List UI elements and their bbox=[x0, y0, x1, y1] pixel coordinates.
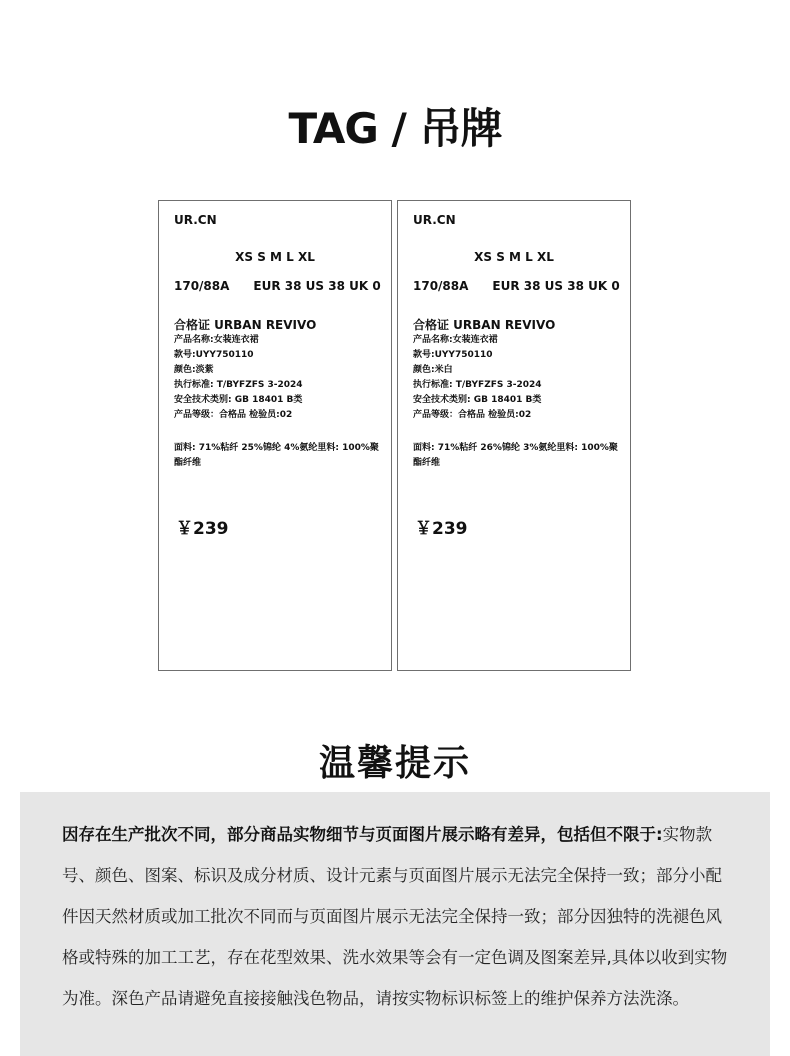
tag-certificate: 合格证 URBAN REVIVO bbox=[174, 318, 317, 332]
tag-style-number: 款号:UYY750110 bbox=[174, 350, 254, 360]
tag-certificate: 合格证 URBAN REVIVO bbox=[413, 318, 556, 332]
notice-box bbox=[20, 792, 770, 1056]
tag-brand: UR.CN bbox=[174, 213, 217, 227]
tag-sizes: XS S M L XL bbox=[474, 250, 554, 264]
tag-grade: 产品等级：合格品 检验员:02 bbox=[174, 410, 293, 420]
tag-intl-sizes: EUR 38 US 38 UK 0 bbox=[253, 279, 381, 293]
tag-price: ￥239 bbox=[176, 519, 229, 539]
tag-details bbox=[174, 333, 303, 423]
tag-grade: 产品等级：合格品 检验员:02 bbox=[413, 410, 532, 420]
page-title: TAG / 吊牌 bbox=[288, 104, 502, 153]
tag-card-lavender bbox=[158, 200, 392, 671]
tag-height-size: 170/88A bbox=[174, 279, 230, 293]
tag-sizes: XS S M L XL bbox=[235, 250, 315, 264]
tag-color: 颜色:淡紫 bbox=[174, 365, 214, 375]
notice-text bbox=[62, 814, 734, 1019]
tag-product-name: 产品名称:女装连衣裙 bbox=[174, 335, 259, 345]
tag-height-size: 170/88A bbox=[413, 279, 469, 293]
tag-spec bbox=[413, 279, 620, 293]
tag-card-ivory bbox=[397, 200, 631, 671]
tag-standard: 执行标准: T/BYFZFS 3-2024 bbox=[174, 380, 303, 390]
tag-safety-category: 安全技术类别: GB 18401 B类 bbox=[413, 395, 542, 405]
tag-intl-sizes: EUR 38 US 38 UK 0 bbox=[492, 279, 620, 293]
notice-title: 温馨提示 bbox=[318, 743, 471, 784]
tag-safety-category: 安全技术类别: GB 18401 B类 bbox=[174, 395, 303, 405]
tag-fabric: 面料: 71%粘纤 25%锦纶 4%氨纶里料: 100%聚酯纤维 bbox=[174, 443, 379, 468]
notice-lead: 因存在生产批次不同，部分商品实物细节与页面图片展示略有差异，包括但不限于: bbox=[62, 825, 663, 844]
tag-brand: UR.CN bbox=[413, 213, 456, 227]
tag-details bbox=[413, 333, 542, 423]
tag-fabric: 面料: 71%粘纤 26%锦纶 3%氨纶里料: 100%聚酯纤维 bbox=[413, 443, 618, 468]
tag-color: 颜色:米白 bbox=[413, 365, 453, 375]
tag-standard: 执行标准: T/BYFZFS 3-2024 bbox=[413, 380, 542, 390]
tag-style-number: 款号:UYY750110 bbox=[413, 350, 493, 360]
tag-price: ￥239 bbox=[415, 519, 468, 539]
tag-product-name: 产品名称:女装连衣裙 bbox=[413, 335, 498, 345]
tag-spec bbox=[174, 279, 381, 293]
notice-body: 实物款号、颜色、图案、标识及成分材质、设计元素与页面图片展示无法完全保持一致；部分小配件因天然材质或加工批次不同而与页面图片展示无法完全保持一致；部分因独特的洗褪色风格或特殊的加工工艺，存在花型效果、洗水效果等会有一定色调及图案差异,具体以收到实物为准。深色产品请避免直接接触浅色物品，请按实物标识标签上的维护保养方法洗涤。 bbox=[62, 825, 728, 1008]
